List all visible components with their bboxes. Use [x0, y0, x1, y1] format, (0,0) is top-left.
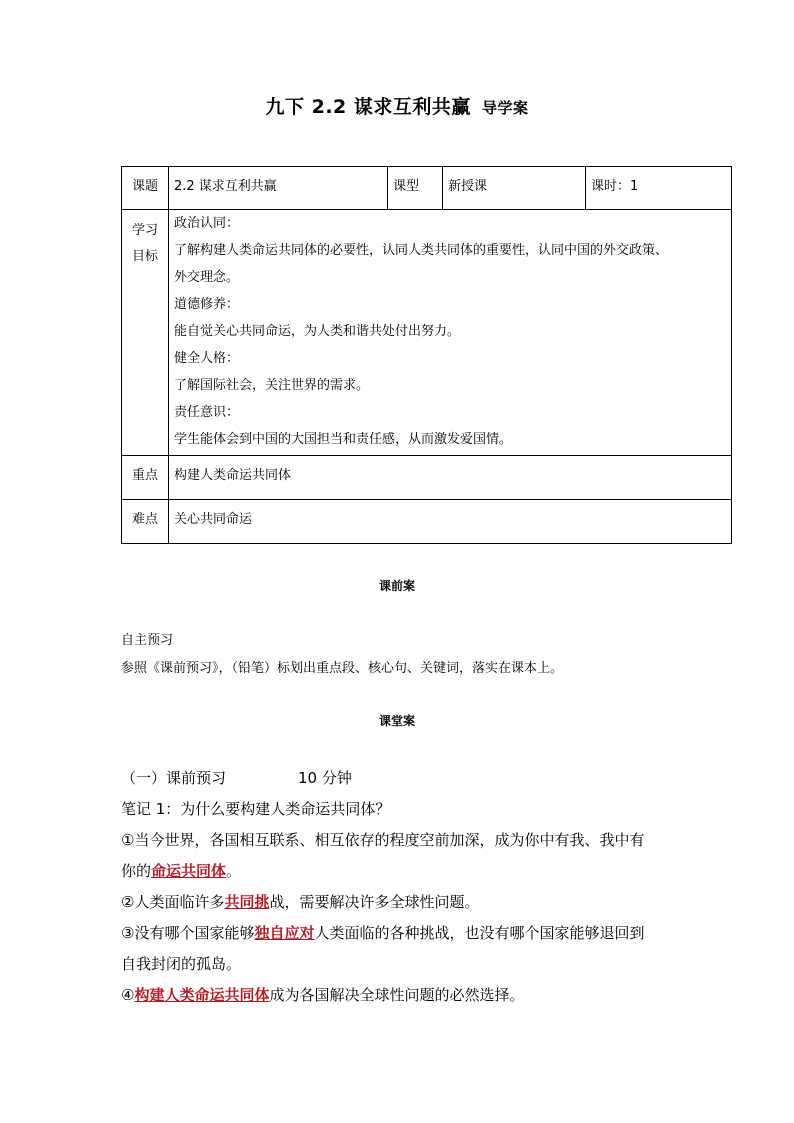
point-text: 你的	[121, 862, 152, 880]
point-text: 。	[226, 862, 242, 880]
goal-line: 政治认同：	[174, 216, 240, 231]
point-text: ②人类面临许多	[121, 893, 225, 911]
difficulty-value: 关心共同命运	[169, 500, 732, 544]
self-study-title: 自主预习	[121, 633, 174, 648]
key-point-label: 重点	[122, 456, 169, 500]
goals-body	[169, 210, 732, 456]
point-text: 成为各国解决全球性问题的必然选择。	[269, 986, 525, 1004]
goal-line: 能自觉关心共同命运，为人类和谐共处付出努力。	[174, 324, 461, 339]
note-question: 笔记 1：为什么要构建人类命运共同体？	[121, 800, 391, 818]
point-text: 人类面临的各种挑战，也没有哪个国家能够退回到	[314, 924, 645, 942]
preclass-heading: 课前案	[378, 579, 415, 593]
point-1-line-2	[121, 856, 644, 887]
goal-line: 了解国际社会，关注世界的需求。	[174, 378, 370, 393]
difficulty-label: 难点	[122, 500, 169, 544]
keyword: 独自应对	[254, 924, 315, 942]
goal-line: 外交理念。	[174, 270, 240, 285]
part-title-line	[121, 763, 644, 794]
document-title	[0, 92, 794, 119]
point-3-line-1	[121, 918, 644, 949]
goals-label-line1: 学习	[131, 223, 158, 238]
keyword: 构建人类命运共同体	[134, 986, 270, 1004]
goals-label	[122, 210, 169, 456]
goals-label-line2: 目标	[131, 249, 158, 264]
keyword: 命运共同体	[151, 862, 227, 880]
table-row	[122, 167, 732, 210]
table-row	[122, 456, 732, 500]
point-1-line-1: ①当今世界，各国相互联系、相互依存的程度空前加深，成为你中有我、我中有	[121, 831, 645, 849]
inclass-body	[121, 763, 644, 1011]
point-text: 战，需要解决许多全球性问题。	[269, 893, 480, 911]
lesson-info-table	[121, 166, 732, 544]
table-row	[122, 500, 732, 544]
goal-line: 学生能体会到中国的大国担当和责任感，从而激发爱国情。	[174, 432, 513, 447]
goal-line: 责任意识：	[174, 405, 240, 420]
part-time: 10 分钟	[298, 769, 352, 787]
title-sub: 导学案	[482, 99, 529, 117]
inclass-heading: 课堂案	[378, 714, 415, 728]
goal-line: 了解构建人类命运共同体的必要性，认同人类共同体的重要性，认同中国的外交政策、	[174, 243, 669, 258]
point-text: ④	[121, 986, 135, 1004]
key-point-value: 构建人类命运共同体	[169, 456, 732, 500]
point-4	[121, 980, 644, 1011]
type-value: 新授课	[443, 167, 586, 210]
point-3-line-2: 自我封闭的孤岛。	[121, 955, 242, 973]
periods-cell: 课时：1	[586, 167, 732, 210]
type-label: 课型	[388, 167, 443, 210]
topic-value: 2.2 谋求互利共赢	[169, 167, 388, 210]
topic-label: 课题	[122, 167, 169, 210]
keyword: 共同挑	[224, 893, 270, 911]
self-study-text: 参照《课前预习》，（铅笔）标划出重点段、核心句、关键词，落实在课本上。	[121, 661, 564, 676]
table-row	[122, 210, 732, 456]
goal-line: 道德修养：	[174, 297, 240, 312]
point-text: ③没有哪个国家能够	[121, 924, 255, 942]
title-main: 九下 2.2 谋求互利共赢	[265, 96, 471, 118]
point-2	[121, 887, 644, 918]
part-title: （一）课前预习	[121, 769, 227, 787]
goal-line: 健全人格：	[174, 351, 240, 366]
